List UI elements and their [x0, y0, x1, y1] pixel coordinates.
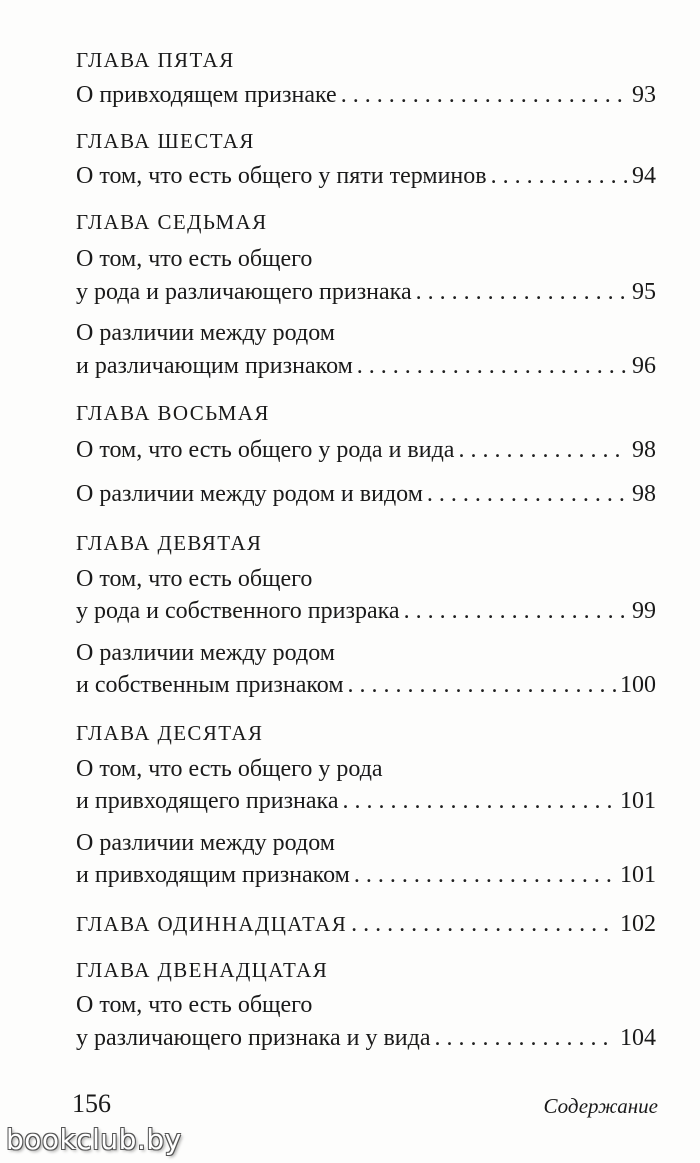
toc-entry-page: 101 [620, 788, 656, 814]
chapter-heading [76, 523, 656, 563]
toc-entry-page: 96 [632, 353, 656, 379]
chapter-heading [76, 713, 656, 753]
chapter-heading-text: ГЛАВА ШЕСТАЯ [76, 129, 255, 153]
dot-leader [427, 474, 628, 514]
toc-entry-page: 100 [620, 672, 656, 698]
dot-leader [458, 430, 628, 470]
dot-leader [416, 272, 628, 312]
running-head: Содержание [543, 1094, 658, 1118]
chapter-heading-text: ГЛАВА ПЯТАЯ [76, 48, 235, 72]
toc-entry-title: и привходящим признаком [76, 862, 350, 888]
dot-leader [491, 156, 628, 196]
toc-entry[interactable] [76, 272, 656, 312]
toc-entry-title: у различающего признака и у вида [76, 1025, 431, 1051]
chapter-heading-text: ГЛАВА ДВЕНАДЦАТАЯ [76, 958, 329, 982]
toc-entry[interactable] [76, 75, 656, 115]
chapter-heading-text: ГЛАВА ДЕСЯТАЯ [76, 721, 264, 745]
toc-entry-title: О том, что есть общего у пяти терминов [76, 163, 487, 189]
toc-entry-title: О том, что есть общего у рода и вида [76, 437, 455, 463]
dot-leader [348, 665, 616, 705]
toc-entry[interactable] [76, 855, 656, 895]
toc-entry-title: у рода и собственного призрака [76, 598, 400, 624]
toc-entry[interactable] [76, 156, 656, 196]
toc-entry-title: О различии между родом [76, 640, 335, 666]
dot-leader [404, 591, 628, 631]
toc-entry-page: 104 [620, 1025, 656, 1051]
watermark-logo: bookclub.by [6, 1123, 182, 1156]
toc-entry-title: О различии между родом [76, 320, 335, 346]
dot-leader [357, 346, 628, 386]
toc-entry-page: 101 [620, 862, 656, 888]
toc-entry[interactable] [76, 665, 656, 705]
dot-leader [354, 855, 616, 895]
chapter-heading-text: ГЛАВА СЕДЬМАЯ [76, 210, 268, 234]
toc-entry-page: 99 [632, 598, 656, 624]
toc-entry-title: О том, что есть общего [76, 992, 313, 1018]
toc-entry-page: 93 [632, 82, 656, 108]
dot-leader [343, 781, 617, 821]
toc-entry-title: и собственным признаком [76, 672, 344, 698]
toc-entry-title: О различии между родом и видом [76, 481, 423, 507]
chapter-heading [76, 202, 656, 242]
toc-entry[interactable] [76, 781, 656, 821]
toc-entry[interactable] [76, 430, 656, 470]
chapter-heading [76, 950, 656, 990]
dot-leader [434, 1018, 616, 1058]
toc-entry-page: 98 [632, 481, 656, 507]
toc-entry-title: и различающим признаком [76, 353, 353, 379]
toc-entry[interactable] [76, 591, 656, 631]
chapter-heading [76, 40, 656, 80]
toc-entry[interactable] [76, 474, 656, 514]
toc-entry[interactable] [76, 346, 656, 386]
toc-entry-title: О том, что есть общего [76, 566, 313, 592]
toc-entry-title: О различии между родом [76, 830, 335, 856]
chapter-heading [76, 393, 656, 433]
chapter-heading-text: ГЛАВА ОДИННАДЦАТАЯ [76, 912, 348, 936]
page-number: 156 [72, 1089, 111, 1118]
dot-leader [341, 75, 628, 115]
toc-entry[interactable] [76, 1018, 656, 1058]
toc-entry-title: О том, что есть общего [76, 246, 313, 272]
toc-entry-title: О том, что есть общего у рода [76, 756, 383, 782]
toc-entry-title: О привходящем признаке [76, 82, 337, 108]
chapter-heading [76, 121, 656, 161]
chapter-heading-text: ГЛАВА ВОСЬМАЯ [76, 401, 270, 425]
toc-entry-page: 102 [620, 911, 656, 937]
toc-chapter-entry[interactable] [76, 904, 656, 944]
chapter-heading-text: ГЛАВА ДЕВЯТАЯ [76, 531, 263, 555]
toc-entry-title: и привходящего признака [76, 788, 339, 814]
toc-entry-title: у рода и различающего признака [76, 279, 412, 305]
toc-entry-page: 94 [632, 163, 656, 189]
dot-leader [351, 904, 616, 944]
toc-entry-page: 98 [632, 437, 656, 463]
toc-entry-page: 95 [632, 279, 656, 305]
